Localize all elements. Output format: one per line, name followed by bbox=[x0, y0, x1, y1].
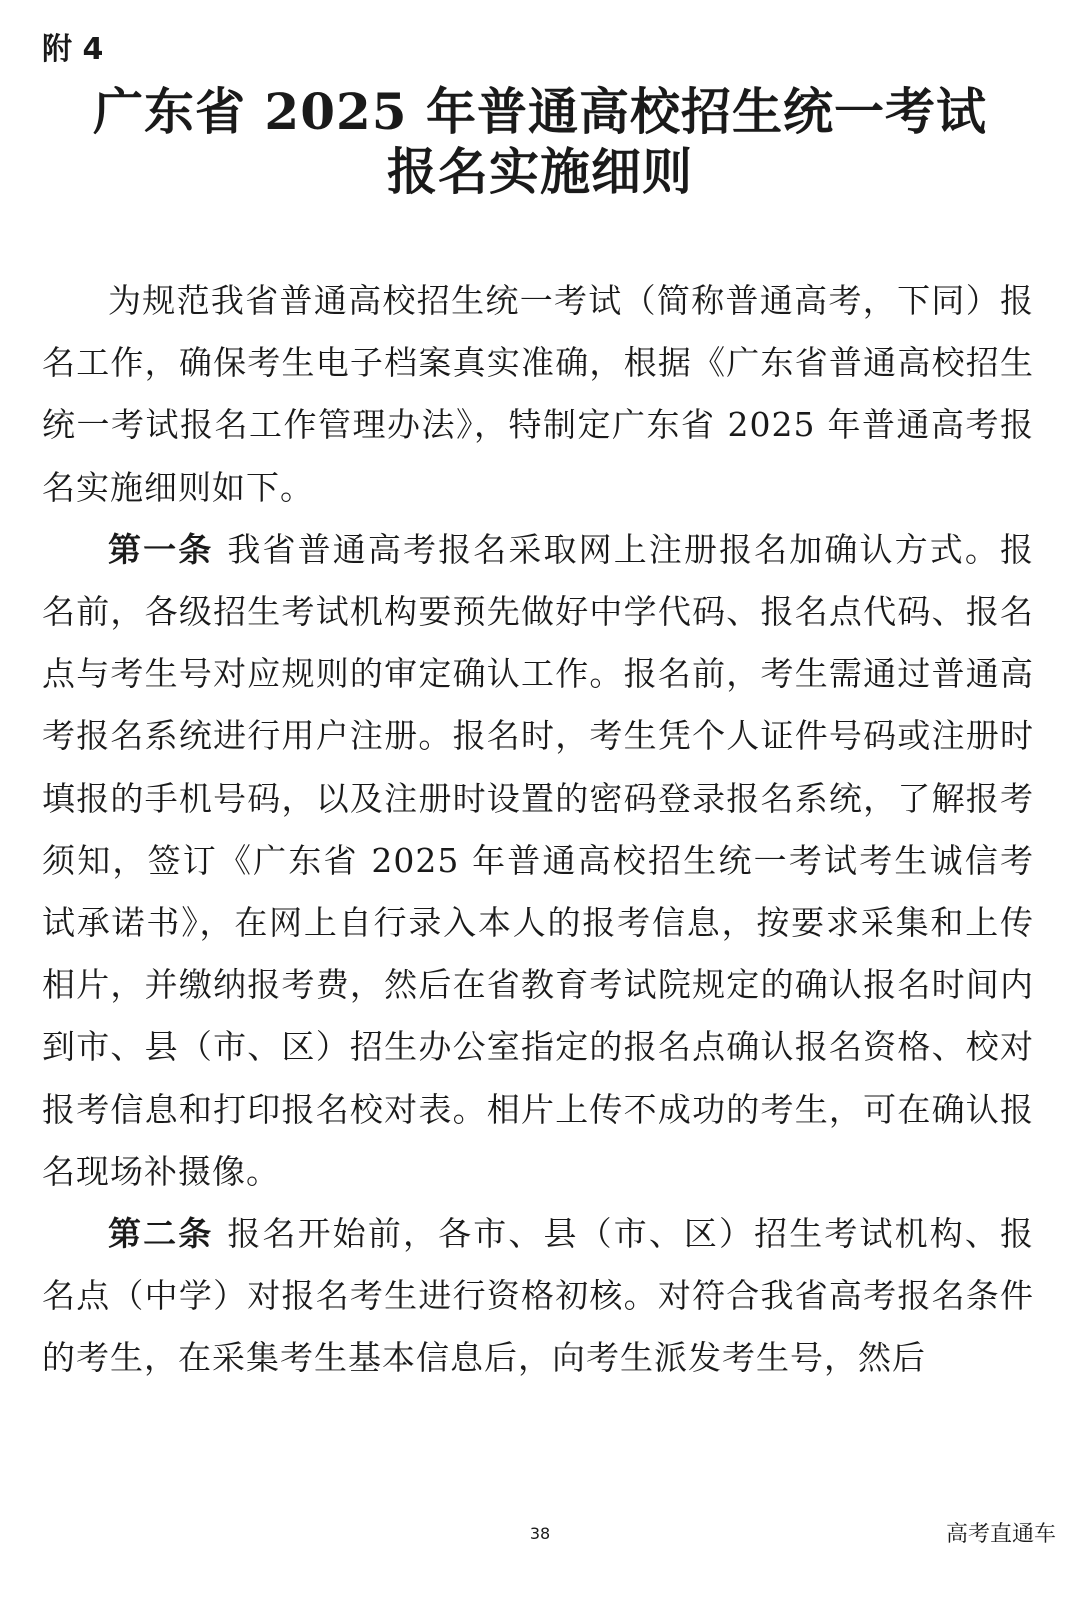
page-number: 38 bbox=[529, 1524, 551, 1543]
source-watermark: 高考直通车 bbox=[945, 1522, 1056, 1547]
article-1-paragraph bbox=[42, 519, 1034, 1203]
article-2-paragraph bbox=[42, 1203, 1034, 1390]
attachment-label: 附 4 bbox=[42, 32, 104, 67]
paragraph-text: 为规范我省普通高校招生统一考试（简称普通高考，下同）报名工作，确保考生电子档案真实准确，根据《广东省普通高校招生统一考试报名工作管理办法》，特制定广东省 2025 年普通高考报名实施细则如下。 bbox=[42, 281, 1034, 507]
article-heading: 第一条 bbox=[108, 529, 214, 569]
document-body bbox=[42, 270, 1034, 1390]
paragraph-text: 报名开始前，各市、县（市、区）招生考试机构、报名点（中学）对报名考生进行资格初核。对符合我省高考报名条件的考生，在采集考生基本信息后，向考生派发考生号，然后 bbox=[42, 1214, 1035, 1378]
document-title-line-2: 报名实施细则 bbox=[387, 142, 693, 201]
paragraph-text: 我省普通高考报名采取网上注册报名加确认方式。报名前，各级招生考试机构要预先做好中学代码、报名点代码、报名点与考生号对应规则的审定确认工作。报名前，考生需通过普通高考报名系统进行用户注册。报名时，考生凭个人证件号码或注册时填报的手机号码，以及注册时设置的密码登录报名系统，了解报考须知，签订《广东省 2025 年普通高校招生统一考试考生诚信考试承诺书》，在网上自行录入本人的报考信息，按要求采集和上传相片，并缴纳报考费，然后在省教育考试院规定的确认报名时间内到市、县（市、区）招生办公室指定的报名点确认报名资格、校对报考信息和打印报名校对表。相片上传不成功的考生，可在确认报名现场补摄像。 bbox=[42, 529, 1035, 1191]
document-title-line-1: 广东省 2025 年普通高校招生统一考试 bbox=[93, 82, 987, 141]
article-heading: 第二条 bbox=[108, 1214, 214, 1254]
intro-paragraph bbox=[42, 270, 1034, 519]
